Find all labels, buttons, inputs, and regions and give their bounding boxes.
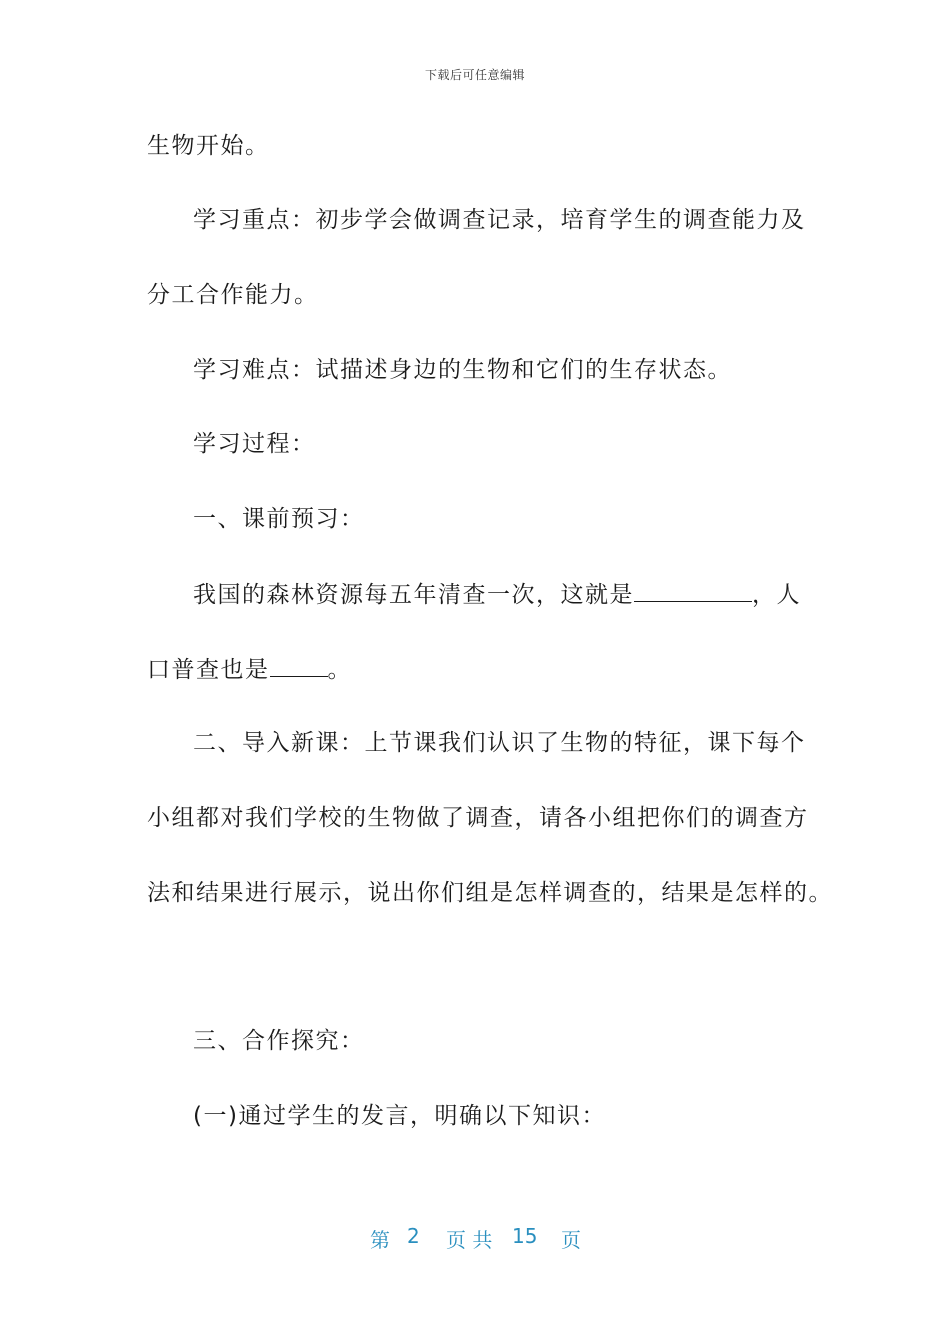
section-heading-preview: 一、课前预习：	[193, 506, 365, 532]
learning-focus-line: 学习重点：初步学会做调查记录，培育学生的调查能力及	[193, 207, 806, 233]
intro-line: 小组都对我们学校的生物做了调查，请各小组把你们的调查方	[147, 805, 809, 831]
current-page-number: 2	[407, 1224, 420, 1248]
total-page-count: 15	[512, 1224, 538, 1248]
page-header: 下载后可任意编辑	[424, 68, 525, 82]
question-text: 。	[327, 657, 352, 683]
learning-difficulty-line: 学习难点：试描述身边的生物和它们的生存状态。	[193, 357, 732, 383]
footer-ye-gong: 页 共	[446, 1228, 493, 1252]
question-text: ，人	[752, 582, 801, 608]
section-heading-explore: 三、合作探究：	[193, 1028, 365, 1054]
footer-ye: 页	[561, 1228, 581, 1252]
fill-in-blank[interactable]	[634, 579, 752, 602]
intro-line: 二、导入新课：上节课我们认识了生物的特征，课下每个	[193, 730, 806, 756]
question-line	[193, 579, 853, 610]
question-line	[147, 654, 807, 685]
learning-focus-line: 分工合作能力。	[147, 282, 319, 308]
question-text: 口普查也是	[147, 657, 270, 683]
learning-process-heading: 学习过程：	[193, 431, 316, 457]
fill-in-blank[interactable]	[270, 654, 328, 677]
footer-di: 第	[370, 1228, 390, 1252]
intro-line: 法和结果进行展示，说出你们组是怎样调查的，结果是怎样的。	[147, 880, 833, 906]
question-text: 我国的森林资源每五年清查一次，这就是	[193, 582, 634, 608]
paragraph-line: 生物开始。	[147, 133, 270, 159]
sub-item-line: (一)通过学生的发言，明确以下知识：	[193, 1103, 606, 1129]
